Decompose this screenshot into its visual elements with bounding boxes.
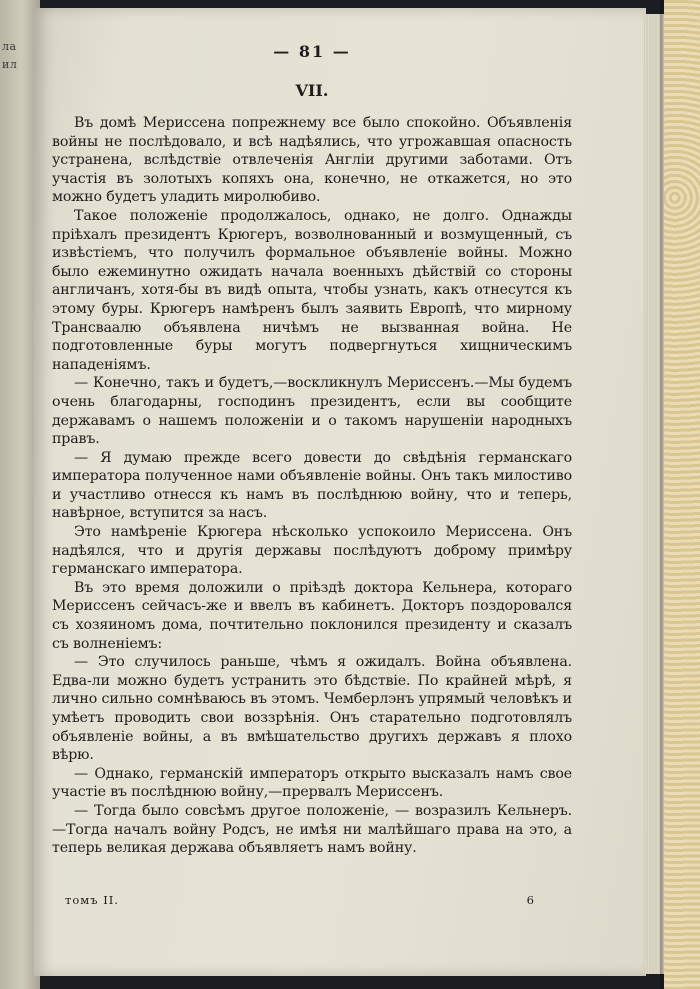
book-cover bbox=[664, 0, 700, 989]
page-content bbox=[52, 36, 572, 858]
paragraph: — Тогда было совсѣмъ другое положеніе, — возразилъ Кельнеръ.—Тогда началъ войну Родсъ, не имѣя ни малѣйшаго права на это, а теперь великая держава объявляетъ намъ войну. bbox=[52, 802, 572, 857]
facing-page-text: ил bbox=[2, 58, 18, 71]
paragraph: Такое положеніе продолжалось, однако, не долго. Однажды пріѣхалъ президентъ Крюгеръ, возволнованный и возмущенный, съ извѣстіемъ, что получилъ формальное объявленіе войны. Можно было ежеминутно ожидать начала военныхъ дѣйствій со стороны англичанъ, хотя-бы въ видѣ опыта, чтобы узнать, какъ отнесутся къ этому буры. Крюгеръ намѣренъ былъ заявить Европѣ, что мирному Трансваалю объявлена ничѣмъ не вызванная война. Не подготовленные буры могутъ подвергнуться хищническимъ нападеніямъ. bbox=[52, 207, 572, 373]
page-footer bbox=[65, 893, 535, 907]
facing-page-text: ла bbox=[2, 40, 17, 53]
volume-mark: томъ II. bbox=[65, 893, 119, 907]
paragraph: Въ домѣ Мериссена попрежнему все было спокойно. Объявленія войны не послѣдовало, и всѣ надѣялись, что угрожавшая опасность устранена, вслѣдствіе отвлеченія Англіи другими заботами. Отъ участія въ золотыхъ копяхъ она, конечно, не откажется, но это можно будетъ уладить миролюбиво. bbox=[52, 115, 572, 206]
page-number: — 81 — bbox=[273, 42, 351, 61]
paragraph: — Я думаю прежде всего довести до свѣдѣнія германскаго императора полученное нами объявленіе войны. Онъ такъ милостиво и участливо отнесся къ намъ въ послѣднюю войну, что и теперь, навѣрное, вступится за насъ. bbox=[52, 449, 572, 522]
paragraph: Въ это время доложили о пріѣздѣ доктора Кельнера, котораго Мериссенъ сейчасъ-же и ввелъ въ кабинетъ. Докторъ поздоровался съ хозяиномъ дома, почтительно поклонился президенту и сказалъ съ волненіемъ: bbox=[52, 579, 572, 652]
paragraph: Это намѣреніе Крюгера нѣсколько успокоило Мериссена. Онъ надѣялся, что и другія державы послѣдуютъ доброму примѣру германскаго императора. bbox=[52, 524, 572, 578]
paragraph: — Однако, германскій императоръ открыто высказалъ намъ свое участіе въ послѣднюю войну,—прервалъ Мериссенъ. bbox=[52, 765, 572, 801]
paragraph: — Это случилось раньше, чѣмъ я ожидалъ. Война объявлена. Едва-ли можно будетъ устранить это бѣдствіе. По крайней мѣрѣ, я лично сильно сомнѣваюсь въ этомъ. Чемберлэнъ упрямый человѣкъ и умѣетъ проводить свои воззрѣнія. Онъ старательно подготовлялъ объявленіе войны, а въ вмѣшательство другихъ державъ я плохо вѣрю. bbox=[52, 654, 572, 764]
chapter-heading: VII. bbox=[295, 81, 329, 100]
signature-mark: 6 bbox=[526, 893, 535, 907]
paragraph: — Конечно, такъ и будетъ,—воскликнулъ Мериссенъ.—Мы будемъ очень благодарны, господинъ президентъ, если вы сообщите державамъ о нашемъ положеніи и о такомъ нарушеніи народныхъ правъ. bbox=[52, 375, 572, 448]
